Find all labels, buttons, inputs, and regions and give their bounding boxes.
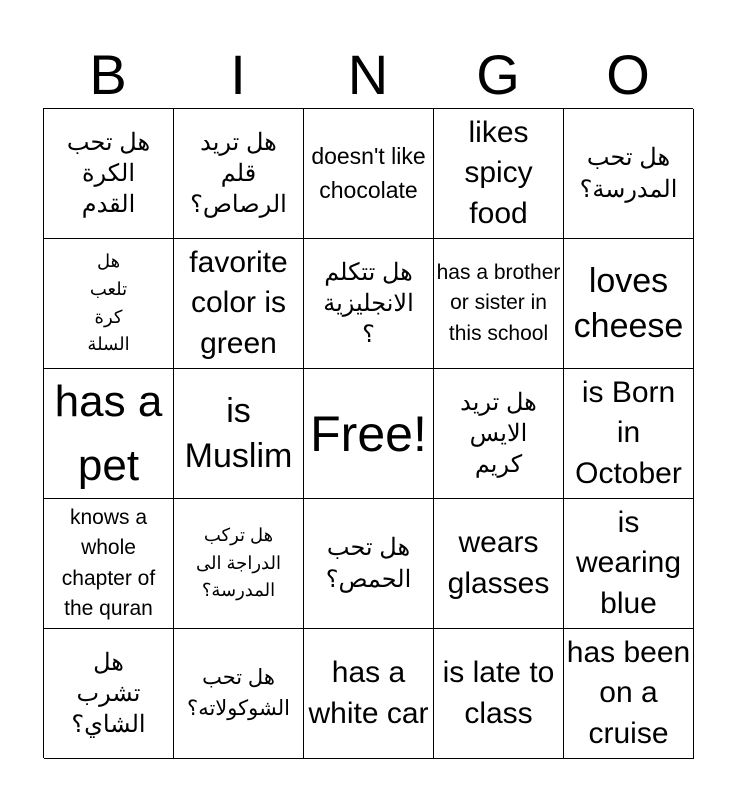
cell-text: has a brother or sister in this school: [436, 260, 561, 345]
free-cell[interactable]: [304, 369, 434, 499]
header-letter-g: G: [476, 43, 520, 106]
cell-text: is Muslim: [184, 392, 293, 475]
bingo-cell[interactable]: [174, 109, 304, 239]
cell-text: هل تركب الدراجة الى المدرسة؟: [196, 524, 281, 601]
cell-text: favorite color is green: [189, 245, 288, 360]
cell-text: هل تريد قلم الرصاص؟: [190, 128, 287, 219]
cell-text: has a pet: [54, 376, 163, 490]
cell-text: هل تتكلم الانجليزية ؟: [323, 258, 414, 349]
header-letter-b: B: [89, 43, 127, 106]
bingo-cell[interactable]: [304, 499, 434, 629]
bingo-header: [43, 42, 693, 108]
cell-text: loves cheese: [573, 262, 684, 345]
cell-text: هل تحب الشوكولاته؟: [187, 666, 290, 720]
bingo-cell[interactable]: [564, 369, 694, 499]
cell-text: هل تشرب الشاي؟: [71, 648, 146, 739]
cell-text: is Born in October: [575, 375, 682, 490]
cell-text: Free!: [310, 405, 427, 462]
header-letter-i: I: [230, 43, 246, 106]
bingo-cell[interactable]: [564, 239, 694, 369]
cell-text: هل تريد الايس كريم: [460, 388, 537, 479]
cell-text: هل تلعب كرة السلة: [87, 250, 130, 355]
cell-text: هل تحب الحمص؟: [325, 534, 412, 593]
bingo-cell[interactable]: [304, 109, 434, 239]
cell-text: is late to class: [442, 656, 555, 730]
bingo-cell[interactable]: [174, 369, 304, 499]
cell-text: has been on a cruise: [566, 635, 691, 750]
bingo-cell[interactable]: [564, 499, 694, 629]
header-letter-o: O: [606, 43, 650, 106]
bingo-cell[interactable]: [174, 629, 304, 759]
cell-text: هل تحب المدرسة؟: [579, 144, 678, 203]
bingo-cell[interactable]: [304, 239, 434, 369]
bingo-cell[interactable]: [174, 499, 304, 629]
cell-text: wears glasses: [447, 526, 550, 600]
bingo-cell[interactable]: [304, 629, 434, 759]
bingo-cell[interactable]: [434, 629, 564, 759]
bingo-cell[interactable]: [434, 239, 564, 369]
bingo-cell[interactable]: [564, 109, 694, 239]
bingo-cell[interactable]: [434, 369, 564, 499]
cell-text: has a white car: [308, 656, 429, 730]
bingo-cell[interactable]: [434, 499, 564, 629]
cell-text: doesn't like chocolate: [311, 143, 426, 203]
bingo-cell[interactable]: [44, 239, 174, 369]
bingo-cell[interactable]: [44, 109, 174, 239]
cell-text: هل تحب الكرة القدم: [66, 128, 151, 219]
cell-text: is wearing blue: [575, 505, 682, 620]
bingo-grid: [43, 108, 693, 758]
bingo-cell[interactable]: [44, 369, 174, 499]
bingo-cell[interactable]: [434, 109, 564, 239]
cell-text: likes spicy food: [464, 115, 533, 230]
bingo-cell[interactable]: [564, 629, 694, 759]
bingo-cell[interactable]: [44, 499, 174, 629]
bingo-cell[interactable]: [174, 239, 304, 369]
cell-text: knows a whole chapter of the quran: [61, 505, 156, 620]
header-letter-n: N: [347, 43, 389, 106]
bingo-cell[interactable]: [44, 629, 174, 759]
